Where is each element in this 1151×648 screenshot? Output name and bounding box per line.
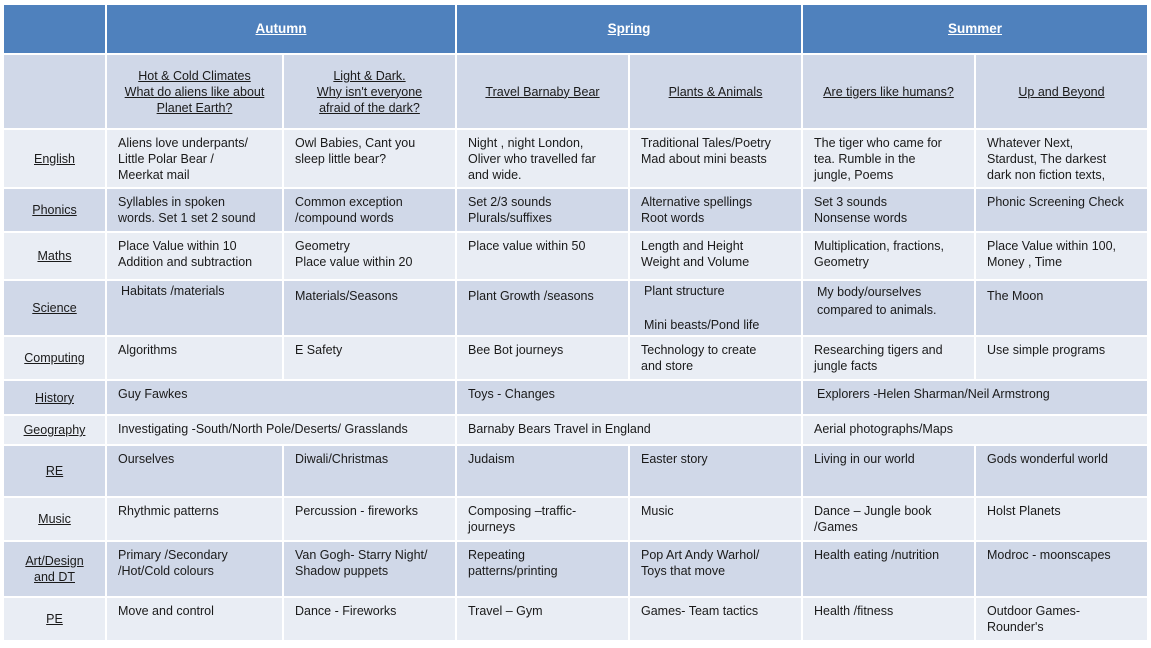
geography-autumn: Investigating -South/North Pole/Deserts/ Grasslands: [107, 416, 455, 444]
maths-cell-4: Length and Height Weight and Volume: [630, 233, 801, 279]
maths-cell-1: Place Value within 10 Addition and subtraction: [107, 233, 282, 279]
pe-cell-6: Outdoor Games- Rounder's: [976, 598, 1147, 640]
history-summer: Explorers -Helen Sharman/Neil Armstrong: [803, 381, 1147, 414]
computing-cell-5: Researching tigers and jungle facts: [803, 337, 974, 379]
row-maths: [4, 233, 1147, 279]
topic-row: [4, 55, 1147, 128]
maths-cell-2: Geometry Place value within 20: [284, 233, 455, 279]
music-cell-4: Music: [630, 498, 801, 540]
english-cell-3: Night , night London, Oliver who travelled far and wide.: [457, 130, 628, 187]
subject-geography: Geography: [4, 416, 105, 444]
art-cell-1: Primary /Secondary /Hot/Cold colours: [107, 542, 282, 595]
subject-computing: Computing: [4, 337, 105, 379]
subject-maths: Maths: [4, 233, 105, 279]
subject-art-design: Art/Design and DT: [4, 542, 105, 595]
re-cell-1: Ourselves: [107, 446, 282, 495]
corner-cell: [4, 5, 105, 53]
re-cell-6: Gods wonderful world: [976, 446, 1147, 495]
music-cell-3: Composing –traffic- journeys: [457, 498, 628, 540]
art-cell-4: Pop Art Andy Warhol/ Toys that move: [630, 542, 801, 595]
science-cell-5: My body/ourselves compared to animals.: [803, 281, 974, 334]
science-cell-4: Plant structure Mini beasts/Pond life: [630, 281, 801, 334]
row-re: [4, 446, 1147, 495]
computing-cell-2: E Safety: [284, 337, 455, 379]
phonics-cell-2: Common exception /compound words: [284, 189, 455, 230]
music-cell-1: Rhythmic patterns: [107, 498, 282, 540]
geography-spring: Barnaby Bears Travel in England: [457, 416, 801, 444]
maths-cell-6: Place Value within 100, Money , Time: [976, 233, 1147, 279]
science-cell-1: Habitats /materials: [107, 281, 282, 334]
topic-up-and-beyond: Up and Beyond: [976, 55, 1147, 128]
computing-cell-3: Bee Bot journeys: [457, 337, 628, 379]
phonics-cell-1: Syllables in spoken words. Set 1 set 2 sound: [107, 189, 282, 230]
topic-corner: [4, 55, 105, 128]
computing-cell-4: Technology to create and store: [630, 337, 801, 379]
subject-history: History: [4, 381, 105, 414]
computing-cell-6: Use simple programs: [976, 337, 1147, 379]
row-pe: [4, 598, 1147, 640]
topic-hot-cold-climates: Hot & Cold Climates What do aliens like about Planet Earth?: [107, 55, 282, 128]
computing-cell-1: Algorithms: [107, 337, 282, 379]
english-cell-4: Traditional Tales/Poetry Mad about mini beasts: [630, 130, 801, 187]
row-history: [4, 381, 1147, 414]
phonics-cell-4: Alternative spellings Root words: [630, 189, 801, 230]
curriculum-table: [2, 3, 1149, 642]
pe-cell-5: Health /fitness: [803, 598, 974, 640]
maths-cell-3: Place value within 50: [457, 233, 628, 279]
subject-re: RE: [4, 446, 105, 495]
subject-science: Science: [4, 281, 105, 334]
art-cell-3: Repeating patterns/printing: [457, 542, 628, 595]
science-cell-3: Plant Growth /seasons: [457, 281, 628, 334]
art-cell-5: Health eating /nutrition: [803, 542, 974, 595]
pe-cell-3: Travel – Gym: [457, 598, 628, 640]
english-cell-1: Aliens love underpants/ Little Polar Bear / Meerkat mail: [107, 130, 282, 187]
geography-summer: Aerial photographs/Maps: [803, 416, 1147, 444]
re-cell-4: Easter story: [630, 446, 801, 495]
season-spring: Spring: [457, 5, 801, 53]
science-cell-2: Materials/Seasons: [284, 281, 455, 334]
phonics-cell-3: Set 2/3 sounds Plurals/suffixes: [457, 189, 628, 230]
pe-cell-4: Games- Team tactics: [630, 598, 801, 640]
music-cell-2: Percussion - fireworks: [284, 498, 455, 540]
row-english: [4, 130, 1147, 187]
english-cell-6: Whatever Next, Stardust, The darkest dark non fiction texts,: [976, 130, 1147, 187]
history-autumn: Guy Fawkes: [107, 381, 455, 414]
subject-english: English: [4, 130, 105, 187]
row-science: [4, 281, 1147, 334]
pe-cell-2: Dance - Fireworks: [284, 598, 455, 640]
row-geography: [4, 416, 1147, 444]
maths-cell-5: Multiplication, fractions, Geometry: [803, 233, 974, 279]
art-cell-6: Modroc - moonscapes: [976, 542, 1147, 595]
row-art-design: [4, 542, 1147, 595]
music-cell-5: Dance – Jungle book /Games: [803, 498, 974, 540]
topic-travel-barnaby-bear: Travel Barnaby Bear: [457, 55, 628, 128]
row-phonics: [4, 189, 1147, 230]
pe-cell-1: Move and control: [107, 598, 282, 640]
row-computing: [4, 337, 1147, 379]
music-cell-6: Holst Planets: [976, 498, 1147, 540]
subject-pe: PE: [4, 598, 105, 640]
season-summer: Summer: [803, 5, 1147, 53]
row-music: [4, 498, 1147, 540]
phonics-cell-6: Phonic Screening Check: [976, 189, 1147, 230]
topic-tigers-humans: Are tigers like humans?: [803, 55, 974, 128]
subject-phonics: Phonics: [4, 189, 105, 230]
topic-plants-animals: Plants & Animals: [630, 55, 801, 128]
art-cell-2: Van Gogh- Starry Night/ Shadow puppets: [284, 542, 455, 595]
english-cell-2: Owl Babies, Cant you sleep little bear?: [284, 130, 455, 187]
subject-music: Music: [4, 498, 105, 540]
re-cell-2: Diwali/Christmas: [284, 446, 455, 495]
season-header-row: [4, 5, 1147, 53]
history-spring: Toys - Changes: [457, 381, 801, 414]
re-cell-5: Living in our world: [803, 446, 974, 495]
phonics-cell-5: Set 3 sounds Nonsense words: [803, 189, 974, 230]
topic-light-dark: Light & Dark. Why isn't everyone afraid of the dark?: [284, 55, 455, 128]
english-cell-5: The tiger who came for tea. Rumble in the jungle, Poems: [803, 130, 974, 187]
re-cell-3: Judaism: [457, 446, 628, 495]
season-autumn: Autumn: [107, 5, 455, 53]
science-cell-6: The Moon: [976, 281, 1147, 334]
